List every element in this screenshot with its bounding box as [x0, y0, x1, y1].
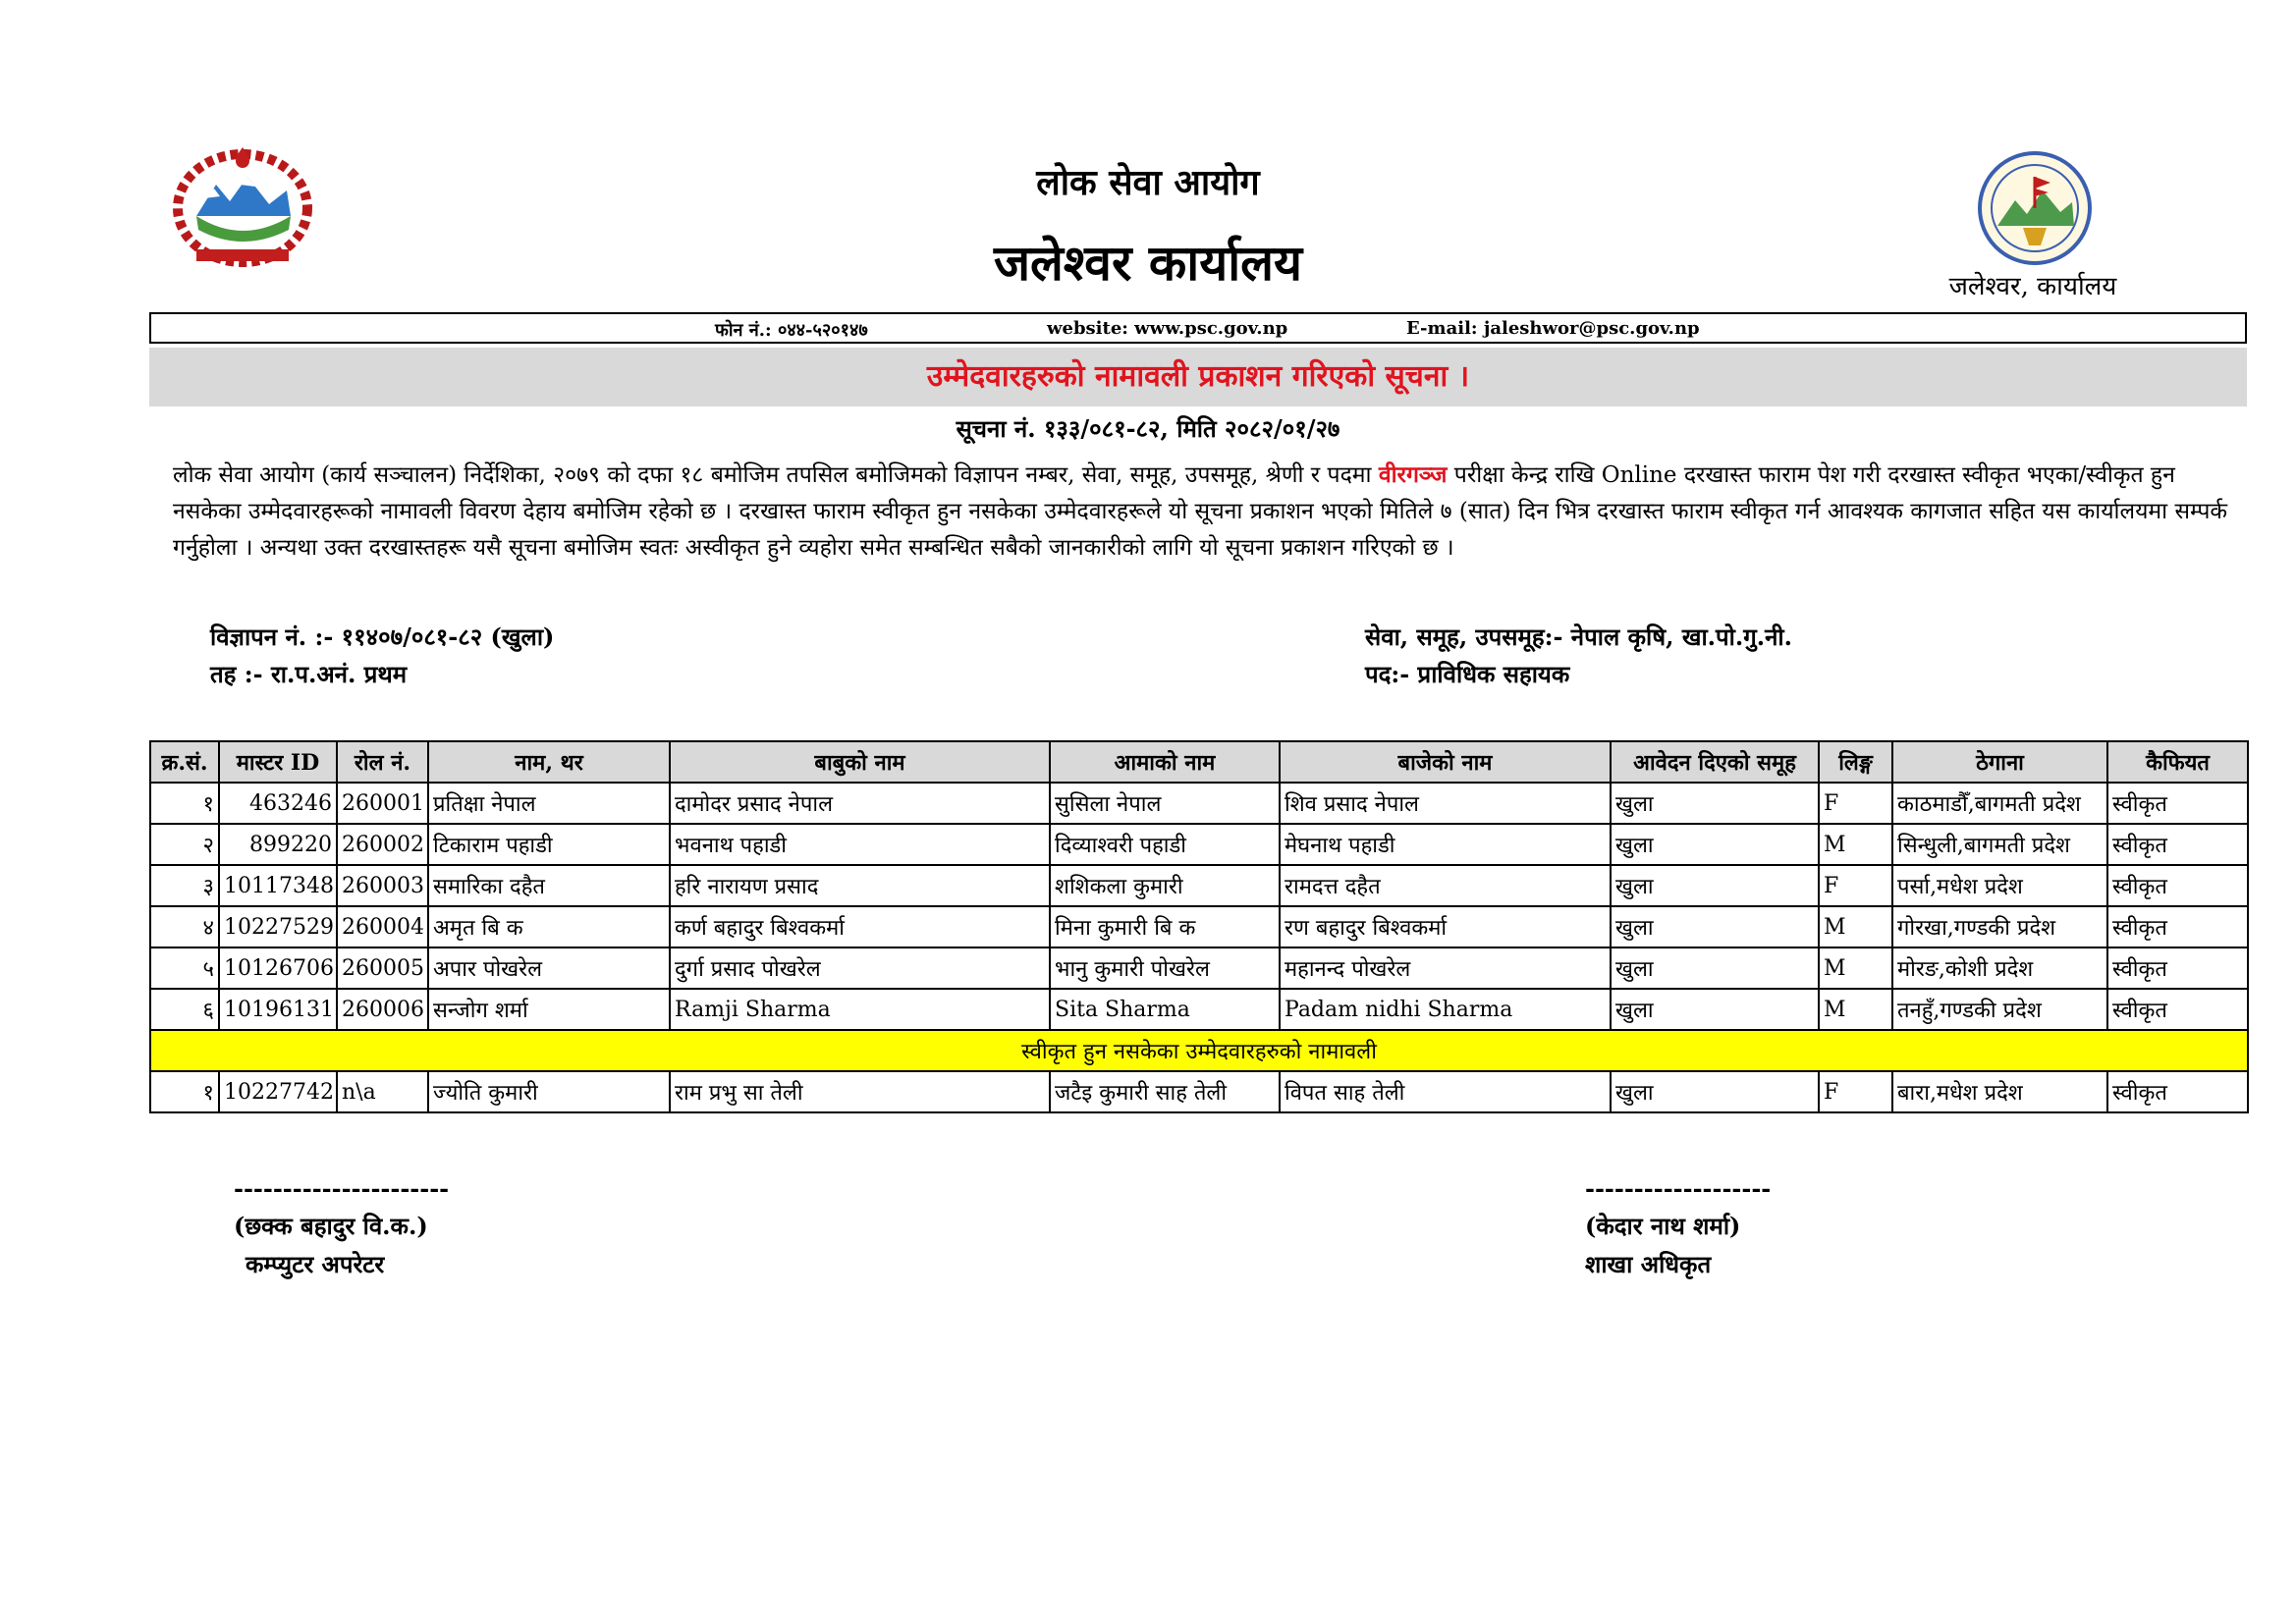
table-cell: 260003 — [337, 865, 428, 906]
table-cell: ३ — [150, 865, 219, 906]
table-cell: खुला — [1611, 947, 1819, 989]
notice-body-part-2: परीक्षा केन्द्र राखि Online दरखास्त फाराम पेश गरी दरखास्त स्वीकृत भएका/स्वीकृत हुन नसकेका उम्मेदवारहरूको नामावली विवरण देहाय बमोजिम रहेको छ । दरखास्त फाराम स्वीकृत हुन नसकेका उम्मेदवारहरूले यो सूचना प्रकाशन भएको मितिले ७ (सात) दिन भित्र दरखास्त फाराम स्वीकृत गर्न आवश्यक कागजात सहित यस कार्यालयमा सम्पर्क गर्नुहोला । अन्यथा उक्त दरखास्तहरू यसै सूचना बमोजिम स्वतः अस्वीकृत हुने व्यहोरा समेत सम्बन्धित सबैको जानकारीको लागि यो सूचना प्रकाशन गरिएको छ । — [173, 462, 2228, 561]
advertisement-number: विज्ञापन नं. :- ११४०७/०८१-८२ (खुला) — [210, 623, 555, 651]
table-cell: M — [1819, 947, 1892, 989]
table-cell: अपार पोखरेल — [428, 947, 670, 989]
table-cell: 10196131 — [219, 989, 337, 1030]
table-cell: 463246 — [219, 783, 337, 824]
table-cell: स्वीकृत — [2107, 783, 2248, 824]
service-group: सेवा, समूह, उपसमूह:- नेपाल कृषि, खा.पो.गु.नी. — [1365, 623, 1792, 651]
table-cell: सिन्धुली,बागमती प्रदेश — [1892, 824, 2107, 865]
table-header-row — [150, 741, 2248, 783]
table-cell: 260001 — [337, 783, 428, 824]
phone-number: फोन नं.: ०४४-५२०१४७ — [715, 320, 868, 341]
table-cell: दिव्याश्वरी पहाडी — [1050, 824, 1280, 865]
table-cell: M — [1819, 906, 1892, 947]
column-header: बाजेको नाम — [1280, 741, 1611, 783]
column-header: कैफियत — [2107, 741, 2248, 783]
table-cell: दुर्गा प्रसाद पोखरेल — [670, 947, 1050, 989]
table-cell: बारा,मधेश प्रदेश — [1892, 1071, 2107, 1112]
table-cell: कर्ण बहादुर बिश्वकर्मा — [670, 906, 1050, 947]
notice-body — [173, 457, 2245, 567]
office-name: जलेश्वर कार्यालय — [993, 234, 1303, 292]
signatory-title-left: कम्प्युटर अपरेटर — [246, 1250, 385, 1278]
email-link[interactable]: E-mail: jaleshwor@psc.gov.np — [1406, 318, 1700, 339]
notice-number: सूचना नं. १३३/०८१-८२, मिति २०८२/०१/२७ — [956, 414, 1340, 443]
table-row — [150, 865, 2248, 906]
table-cell: स्वीकृत — [2107, 989, 2248, 1030]
rejected-section-label: स्वीकृत हुन नसकेका उम्मेदवारहरुको नामावली — [150, 1030, 2248, 1071]
table-cell: काठमाडौँ,बागमती प्रदेश — [1892, 783, 2107, 824]
table-cell: F — [1819, 783, 1892, 824]
table-cell: राम प्रभु सा तेली — [670, 1071, 1050, 1112]
table-cell: ६ — [150, 989, 219, 1030]
table-cell: 899220 — [219, 824, 337, 865]
table-cell: जटैइ कुमारी साह तेली — [1050, 1071, 1280, 1112]
signatory-title-right: शाखा अधिकृत — [1585, 1250, 1712, 1278]
table-cell: 10227742 — [219, 1071, 337, 1112]
table-cell: M — [1819, 989, 1892, 1030]
column-header: आवेदन दिएको समूह — [1611, 741, 1819, 783]
exam-center-highlight: वीरगञ्ज — [1378, 461, 1448, 488]
table-cell: हरि नारायण प्रसाद — [670, 865, 1050, 906]
table-cell: ज्योति कुमारी — [428, 1071, 670, 1112]
table-cell: 260002 — [337, 824, 428, 865]
organization-name: लोक सेवा आयोग — [1036, 162, 1260, 203]
table-cell: F — [1819, 1071, 1892, 1112]
table-cell: अमृत बि क — [428, 906, 670, 947]
column-header: क्र.सं. — [150, 741, 219, 783]
column-header: नाम, थर — [428, 741, 670, 783]
table-cell: खुला — [1611, 783, 1819, 824]
table-cell: महानन्द पोखरेल — [1280, 947, 1611, 989]
table-cell: खुला — [1611, 906, 1819, 947]
table-cell: 10117348 — [219, 865, 337, 906]
website-link[interactable]: website: www.psc.gov.np — [1047, 318, 1288, 339]
table-cell: 260004 — [337, 906, 428, 947]
table-cell: रण बहादुर बिश्वकर्मा — [1280, 906, 1611, 947]
table-row — [150, 783, 2248, 824]
signature-line-left: ---------------------- — [234, 1174, 450, 1203]
table-cell: प्रतिक्षा नेपाल — [428, 783, 670, 824]
table-cell: दामोदर प्रसाद नेपाल — [670, 783, 1050, 824]
table-cell: १ — [150, 1071, 219, 1112]
table-cell: तनहुँ,गण्डकी प्रदेश — [1892, 989, 2107, 1030]
table-cell: समारिका दहैत — [428, 865, 670, 906]
signature-line-right: ------------------- — [1585, 1174, 1772, 1203]
table-cell: खुला — [1611, 824, 1819, 865]
table-cell: विपत साह तेली — [1280, 1071, 1611, 1112]
table-row — [150, 824, 2248, 865]
table-cell: मोरङ,कोशी प्रदेश — [1892, 947, 2107, 989]
table-row — [150, 989, 2248, 1030]
table-cell: स्वीकृत — [2107, 865, 2248, 906]
rejected-section-row — [150, 1030, 2248, 1071]
table-cell: खुला — [1611, 989, 1819, 1030]
table-cell: भवनाथ पहाडी — [670, 824, 1050, 865]
notice-title: उम्मेदवारहरुको नामावली प्रकाशन गरिएको सूचना । — [149, 348, 2247, 406]
table-cell: शिव प्रसाद नेपाल — [1280, 783, 1611, 824]
post: पद:- प्राविधिक सहायक — [1365, 660, 1570, 688]
table-cell: M — [1819, 824, 1892, 865]
table-cell: खुला — [1611, 865, 1819, 906]
column-header: आमाको नाम — [1050, 741, 1280, 783]
contact-bar — [149, 312, 2247, 344]
column-header: रोल नं. — [337, 741, 428, 783]
column-header: बाबुको नाम — [670, 741, 1050, 783]
table-cell: रामदत्त दहैत — [1280, 865, 1611, 906]
table-cell: स्वीकृत — [2107, 1071, 2248, 1112]
table-cell: ५ — [150, 947, 219, 989]
table-cell: ४ — [150, 906, 219, 947]
signatory-name-right: (केदार नाथ शर्मा) — [1585, 1212, 1741, 1240]
table-cell: २ — [150, 824, 219, 865]
column-header: लिङ्ग — [1819, 741, 1892, 783]
table-cell: गोरखा,गण्डकी प्रदेश — [1892, 906, 2107, 947]
notice-body-part-1: लोक सेवा आयोग (कार्य सञ्चालन) निर्देशिका, २०७९ को दफा १८ बमोजिम तपसिल बमोजिमको विज्ञापन नम्बर, सेवा, समूह, उपसमूह, श्रेणी र पदमा — [173, 462, 1379, 488]
table-row — [150, 1071, 2248, 1112]
table-row — [150, 906, 2248, 947]
table-cell: स्वीकृत — [2107, 906, 2248, 947]
table-cell: Sita Sharma — [1050, 989, 1280, 1030]
table-cell: 10227529 — [219, 906, 337, 947]
table-cell: पर्सा,मधेश प्रदेश — [1892, 865, 2107, 906]
table-cell: १ — [150, 783, 219, 824]
table-cell: मेघनाथ पहाडी — [1280, 824, 1611, 865]
table-cell: 260005 — [337, 947, 428, 989]
table-cell: सन्जोग शर्मा — [428, 989, 670, 1030]
table-cell: खुला — [1611, 1071, 1819, 1112]
table-row — [150, 947, 2248, 989]
table-cell: सुसिला नेपाल — [1050, 783, 1280, 824]
table-cell: 10126706 — [219, 947, 337, 989]
table-cell: Ramji Sharma — [670, 989, 1050, 1030]
table-cell: F — [1819, 865, 1892, 906]
table-cell: Padam nidhi Sharma — [1280, 989, 1611, 1030]
column-header: मास्टर ID — [219, 741, 337, 783]
table-cell: 260006 — [337, 989, 428, 1030]
table-cell: स्वीकृत — [2107, 824, 2248, 865]
table-cell: टिकाराम पहाडी — [428, 824, 670, 865]
table-cell: n\a — [337, 1071, 428, 1112]
table-cell: भानु कुमारी पोखरेल — [1050, 947, 1280, 989]
signatory-name-left: (छक्क बहादुर वि.क.) — [234, 1212, 428, 1240]
table-cell: स्वीकृत — [2107, 947, 2248, 989]
level: तह :- रा.प.अनं. प्रथम — [210, 660, 408, 688]
table-cell: शशिकला कुमारी — [1050, 865, 1280, 906]
office-logo-caption: जलेश्वर, कार्यालय — [1948, 272, 2117, 301]
table-cell: मिना कुमारी बि क — [1050, 906, 1280, 947]
column-header: ठेगाना — [1892, 741, 2107, 783]
candidate-table — [149, 740, 2249, 1113]
